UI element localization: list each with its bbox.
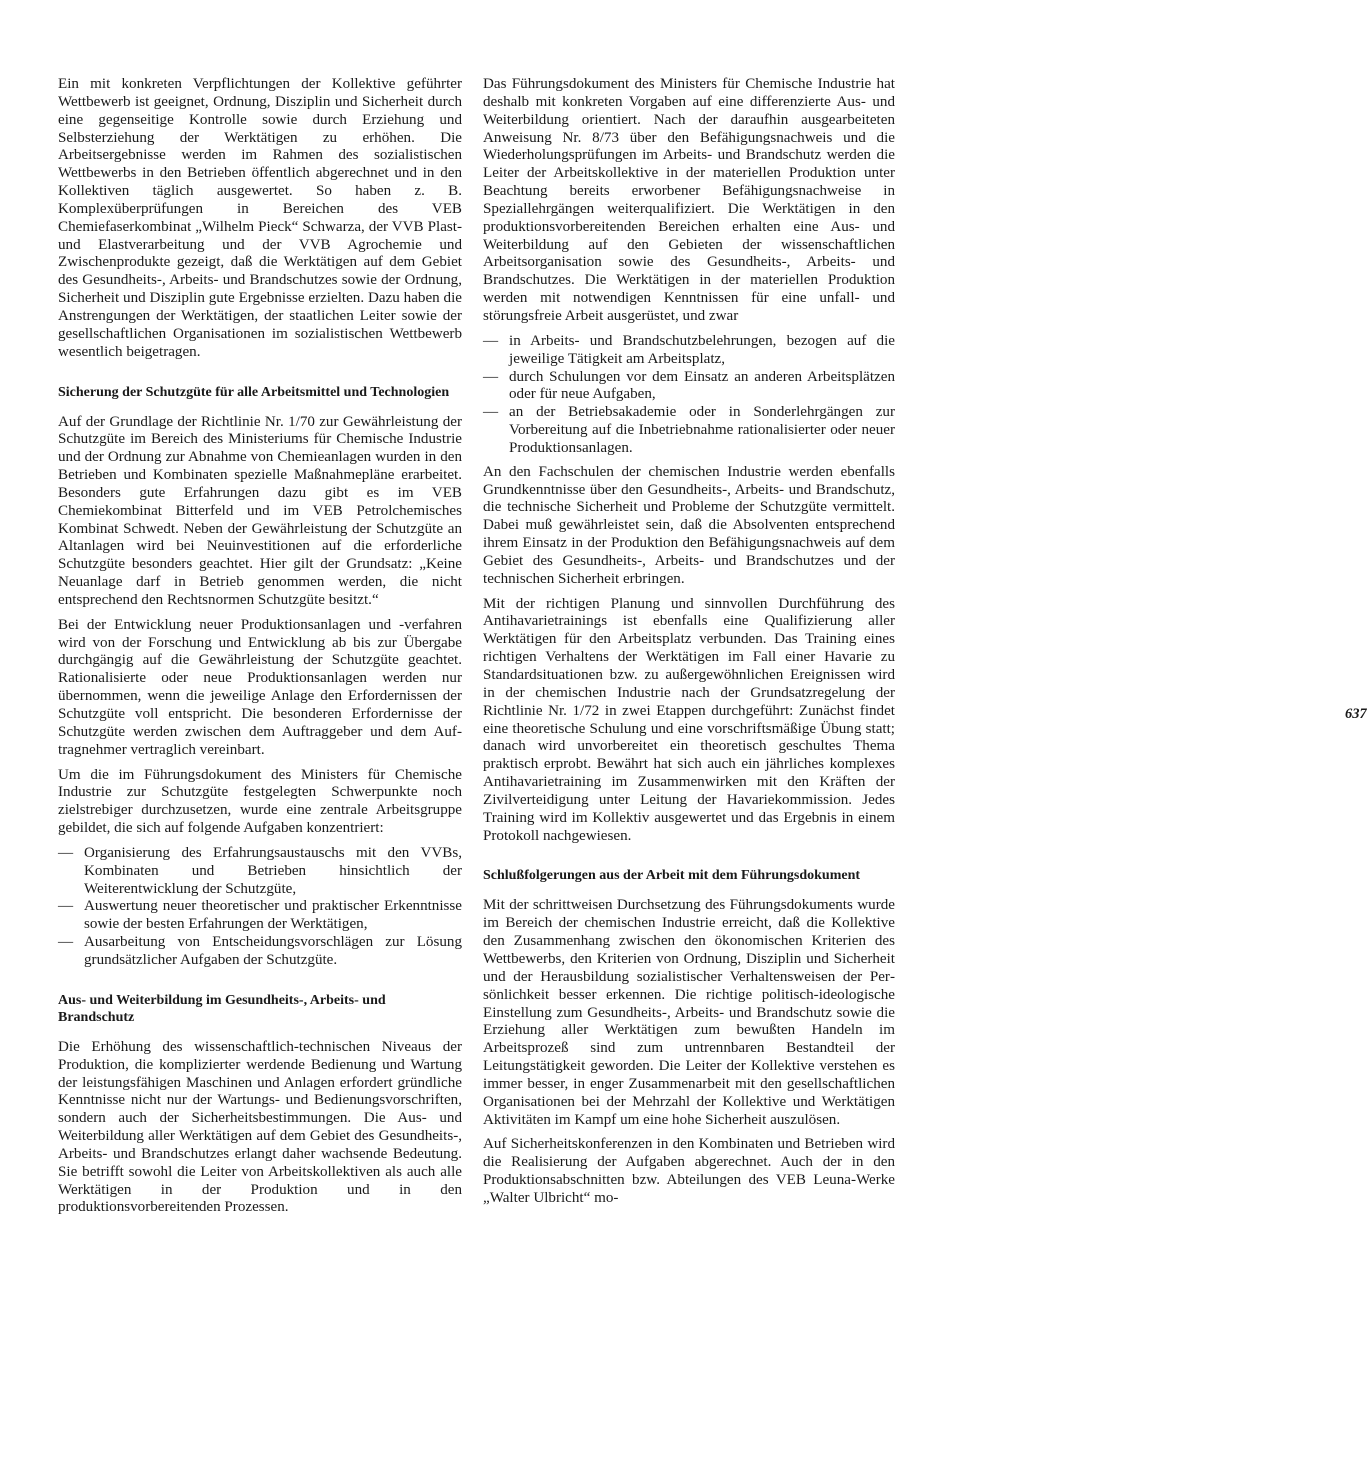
paragraph: Mit der richtigen Planung und sinnvollen Durchführung des Antihavarietrainings ist ebenfalls eine Qualifizierung aller Werktätigen für den Arbeitsplatz verbunden. Das Training eines richtigen Verhaltens der Werktätigen im Fall einer Havarie zu Standardsituationen bzw. zu außergewöhnlichen Ereignissen wird in der chemischen Industrie nach der Grundsatzregelung der Richtlinie Nr. 1/72 in zwei Etappen durchgeführt: Zunächst findet eine theoretische Schulung und eine vorschriftsmäßige Übung statt; danach wird unvorbereitet ein theoretisch geschultes Thema praktisch erprobt. Bewährt hat sich auch ein jährliches komplexes Antihavarietraining im Zusammenwirken mit den Kräften der Zivilverteidigung unter Leitung der Havariekommission. Jedes Training wird im Kollektiv ausgewertet und das Ergebnis in einem Protokoll nachgewiesen. [483, 595, 895, 844]
paragraph: Das Führungsdokument des Ministers für Chemische Industrie hat deshalb mit konkreten Vorgaben auf eine differenzierte Aus- und Weiterbildung orientiert. Nach der daraufhin ausgearbeiteten Anweisung Nr. 8/73 über den Befähigungsnachweis und die Wiederholungsprüfungen im Arbeits- und Brandschutz werden die Leiter der Arbeitskollektive in der materiellen Produktion unter Beachtung bereits erworbener Befähigungsnachweise in Speziallehrgängen weiterqualifiziert. Die Werktätigen in den produktionsvorbereitenden Bereichen erhalten eine Aus- und Weiterbildung auf den Gebieten der wissenschaftlichen Arbeitsorganisation sowie des Gesundheits-, Arbeits- und Brandschutzes. Die Werktätigen in der materiellen Produktion werden mit notwendigen Kenntnissen für eine unfall- und störungsfreie Arbeit ausgerüstet, und zwar [483, 76, 895, 324]
section-heading-schutzguete: Sicherung der Schutzgüte für alle Arbeitsmittel und Technologien [58, 384, 450, 400]
list-item: — Ausarbeitung von Entscheidungsvorschlägen zur Lösung grundsätzlicher Aufgaben der Schutzgüte. [58, 934, 462, 970]
paragraph: An den Fachschulen der chemischen Industrie werden ebenfalls Grundkenntnisse über den Gesundheits-, Arbeits- und Brandschutz, die technische Sicherheit und Probleme der Schutzgüte vermittelt. Dabei muß gewährleistet sein, daß die Absolventen entsprechend ihrem Einsatz in der Produktion den Befähigungsnachweis auf dem Gebiet des Gesundheits-, Arbeits- und Brandschutzes und der technischen Sicherheit erbringen. [483, 463, 895, 587]
paragraph: Um die im Führungsdokument des Ministers für Chemische Industrie zur Schutzgüte festgelegten Schwerpunkte noch zielstrebiger durchzusetzen, wurde eine zentrale Arbeitsgruppe gebildet, die sich auf folgende Aufgaben konzentriert: [58, 766, 462, 837]
task-list [58, 845, 462, 970]
paragraph: Ein mit konkreten Verpflichtungen der Kollektive geführter Wettbewerb ist geeignet, Ordnung, Disziplin und Sicherheit durch eine gegenseitige Kontrolle sowie durch Erziehung und Selbsterziehung der Werktätigen zu erhöhen. Die Arbeitsergebnisse werden im Rahmen des sozialistischen Wettbewerbs in den Betrieben öffentlich abgerechnet und in den Kollektiven täglich ausgewertet. So haben z. B. Komplexüberprüfungen in Bereichen des VEB Chemiefaserkombinat „Wilhelm Pieck“ Schwarza, der VVB Plast- und Elastverarbeitung und der VVB Agrochemie und Zwischenprodukte gezeigt, daß die Werktätigen auf dem Gebiet des Gesundheits-, Arbeits- und Brandschutzes sowie der Ordnung, Sicherheit und Disziplin gute Ergebnisse erzielten. Dazu haben die Anstrengungen der Werktätigen, der staatlichen Leiter sowie der gesellschaftlichen Organisationen im sozialistischen Wettbewerb wesentlich beigetragen. [58, 76, 462, 360]
section-heading-ausbildung: Aus- und Weiterbildung im Gesundheits-, Arbeits- und Brandschutz [58, 992, 386, 1025]
list-item: — durch Schulungen vor dem Einsatz an anderen Arbeitsplätzen oder für neue Aufgaben, [483, 369, 895, 405]
left-column [58, 76, 462, 1224]
paragraph: Mit der schrittweisen Durchsetzung des Führungsdokuments wurde im Bereich der chemischen Industrie erreicht, daß die Kollektive den Zusammenhang zwischen den ökonomischen Kriterien des Wettbewerbs, den Kriterien von Ordnung, Disziplin und Sicherheit und der Herausbildung sozialistischer Verhaltensweisen der Persönlichkeit besser erkennen. Die richtige politisch-ideologische Einstellung zum Gesundheits-, Arbeits- und Brandschutz sowie die Erziehung aller Werktätigen zum bewußten Handeln im Arbeitsprozeß sind zum untrennbaren Bestandteil der Leitungstätigkeit geworden. Die Leiter der Kollektive verstehen es immer besser, in enger Zusammenarbeit mit den gesellschaftlichen Organisationen bei der Mehrzahl der Kollektive und Werktätigen Aktivitäten im Kampf um eine hohe Sicherheit auszulösen. [483, 897, 895, 1128]
right-column [483, 76, 1367, 1215]
list-item: — in Arbeits- und Brandschutzbelehrungen, bezogen auf die jeweilige Tätigkeit am Arbeitsplatz, [483, 333, 895, 369]
page-number: 637 [1345, 706, 1367, 722]
paragraph: Die Erhöhung des wissenschaftlich-technischen Niveaus der Produktion, die komplizierter werdende Bedienung und Wartung der leistungsfähigen Maschinen und Anlagen erfordert gründliche Kenntnisse nicht nur der Wartungs- und Bedienungsvorschriften, sondern auch der Sicherheitsbestimmungen. Die Aus- und Weiterbildung aller Werktätigen auf dem Gebiet des Gesundheits-, Arbeits- und Brandschutzes erlangt daher wachsende Bedeutung. Sie betrifft sowohl die Leiter von Arbeitskollektiven als auch alle Werktätigen in der Produktion und in den produktionsvorbereitenden Prozessen. [58, 1038, 462, 1216]
list-item: — an der Betriebsakademie oder in Sonderlehrgängen zur Vorbereitung auf die Inbetriebnahme rationalisierter oder neuer Produktionsanlagen. [483, 404, 895, 458]
paragraph: Bei der Entwicklung neuer Produktionsanlagen und -verfahren wird von der Forschung und Entwicklung ab bis zur Übergabe durchgängig auf die Gewährleistung der Schutzgüte geachtet. Rationalisierte oder neue Produktionsanlagen werden nur übernommen, wenn die jeweilige Anlage den Erfordernissen der Schutzgüte voll entspricht. Die besonderen Erfordernisse der Schutzgüte werden zwischen dem Auftraggeber und dem Auftragnehmer vertraglich vereinbart. [58, 616, 462, 758]
section-heading-schlussfolgerungen: Schlußfolgerungen aus der Arbeit mit dem Führungsdokument [483, 868, 861, 884]
training-list [483, 333, 895, 458]
list-item: — Organisierung des Erfahrungsaustauschs mit den VVBs, Kombinaten und Betrieben hinsichtlich der Weiterentwicklung der Schutzgüte, [58, 845, 462, 899]
paragraph: Auf der Grundlage der Richtlinie Nr. 1/70 zur Gewährleistung der Schutzgüte im Bereich des Ministeriums für Chemische Industrie und der Ordnung zur Abnahme von Chemieanlagen wurden in den Betrieben und Kombinaten spezielle Maßnahmepläne erarbeitet. Besonders gute Erfahrungen dazu gibt es im VEB Chemiekombinat Bitterfeld und im VEB Petrolchemisches Kombinat Schwedt. Neben der Gewährleistung der Schutzgüte an Altanlagen wird bei Neuinvestitionen auf die erforderliche Schutzgüte besonders geachtet. Hier gilt der Grundsatz: „Keine Neuanlage darf in Betrieb genommen werden, die nicht entsprechend den Rechtsnormen Schutzgüte besitzt.“ [58, 413, 462, 608]
list-item: — Auswertung neuer theoretischer und praktischer Erkenntnisse sowie der besten Erfahrungen der Werktätigen, [58, 898, 462, 934]
paragraph: Auf Sicherheitskonferenzen in den Kombinaten und Betrieben wird die Realisierung der Aufgaben abgerechnet. Auch der in den Produktionsabschnitten bzw. Abteilungen des VEB Leuna-Werke „Walter Ulbricht“ mo- [483, 1136, 895, 1206]
